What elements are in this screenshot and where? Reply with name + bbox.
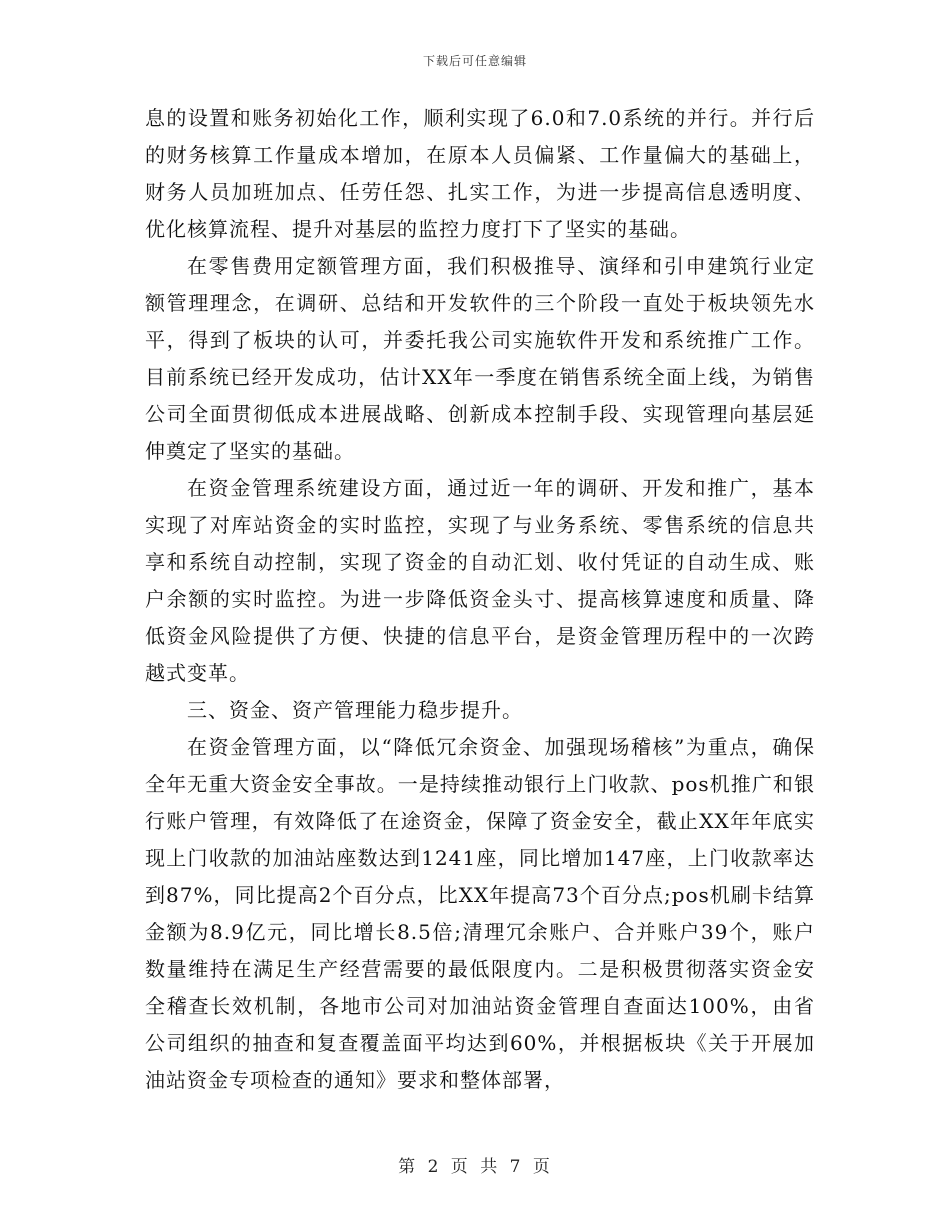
paragraph-5: 在资金管理方面，以“降低冗余资金、加强现场稽核”为重点，确保全年无重大资金安全事故。一是持续推动银行上门收款、pos机推广和银行账户管理，有效降低了在途资金，保障了资金安全，截止XX年年底实现上门收款的加油站座数达到1241座，同比增加147座，上门收款率达到87%，同比提高2个百分点，比XX年提高73个百分点;pos机刷卡结算金额为8.9亿元，同比增长8.5倍;清理冗余账户、合并账户39个，账户数量维持在满足生产经营需要的最低限度内。二是积极贯彻落实资金安全稽查长效机制，各地市公司对加油站资金管理自查面达100%，由省公司组织的抽查和复查覆盖面平均达到60%，并根据板块《关于开展加油站资金专项检查的通知》要求和整体部署， — [145, 735, 815, 1092]
document-body — [145, 100, 815, 1099]
paragraph-3: 在资金管理系统建设方面，通过近一年的调研、开发和推广，基本实现了对库站资金的实时监控，实现了与业务系统、零售系统的信息共享和系统自动控制，实现了资金的自动汇划、收付凭证的自动生成、账户余额的实时监控。为进一步降低资金头寸、提高核算速度和质量、降低资金风险提供了方便、快捷的信息平台，是资金管理历程中的一次跨越式变革。 — [145, 476, 815, 685]
page-header: 下载后可任意编辑 — [422, 54, 527, 68]
paragraph-2: 在零售费用定额管理方面，我们积极推导、演绎和引申建筑行业定额管理理念，在调研、总结和开发软件的三个阶段一直处于板块领先水平，得到了板块的认可，并委托我公司实施软件开发和系统推广工作。目前系统已经开发成功，估计XX年一季度在销售系统全面上线，为销售公司全面贯彻低成本进展战略、创新成本控制手段、实现管理向基层延伸奠定了坚实的基础。 — [145, 254, 815, 463]
page-number-footer: 第 2 页 共 7 页 — [398, 1157, 552, 1177]
paragraph-1: 息的设置和账务初始化工作，顺利实现了6.0和7.0系统的并行。并行后的财务核算工作量成本增加，在原本人员偏紧、工作量偏大的基础上，财务人员加班加点、任劳任怨、扎实工作，为进一步提高信息透明度、优化核算流程、提升对基层的监控力度打下了坚实的基础。 — [145, 106, 815, 241]
section-heading: 三、资金、资产管理能力稳步提升。 — [187, 698, 523, 722]
